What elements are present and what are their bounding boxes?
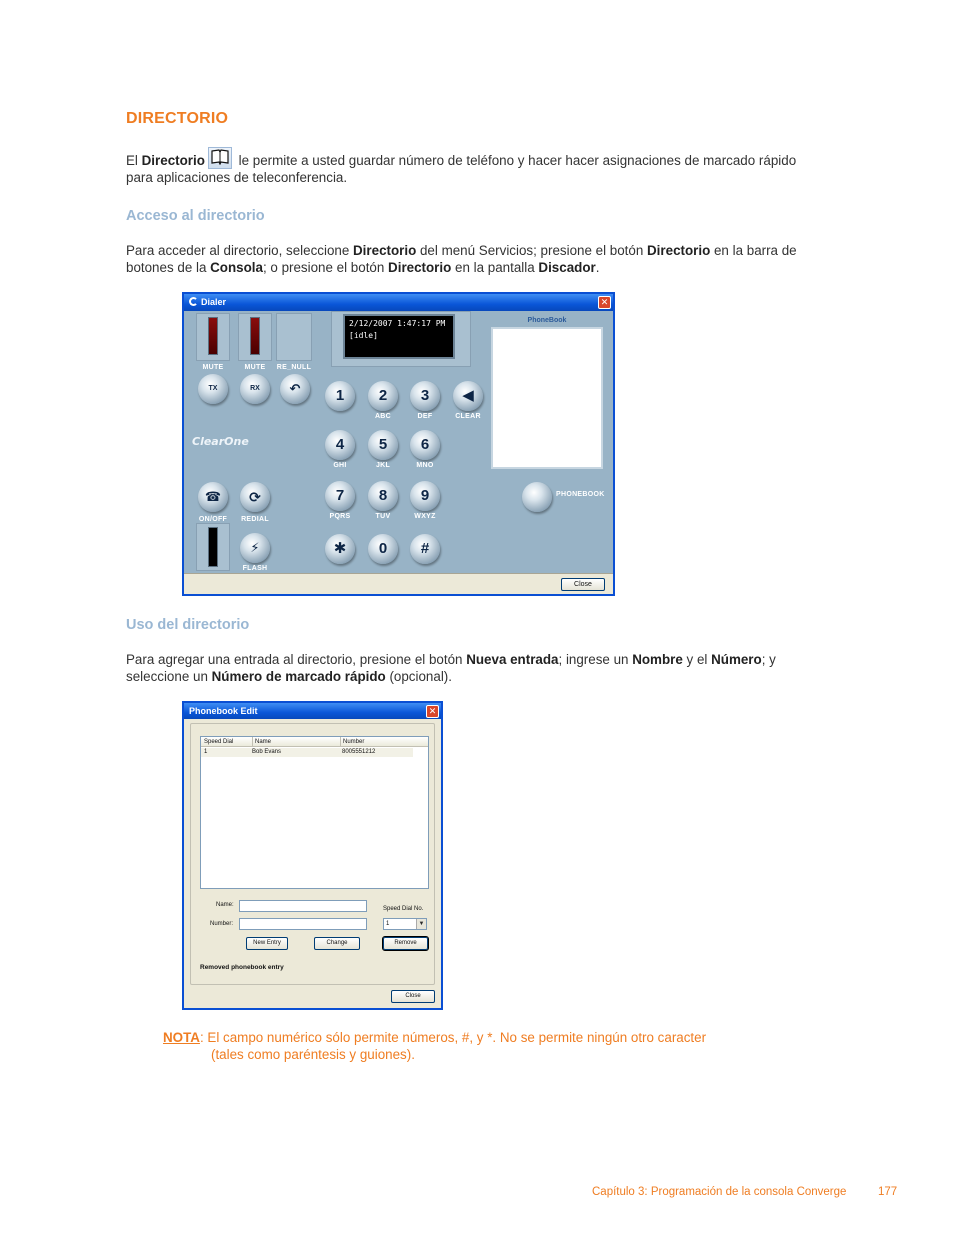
level-meter bbox=[208, 527, 218, 567]
flash-icon: ⚡ bbox=[250, 540, 260, 555]
intro-term: Directorio bbox=[141, 153, 205, 168]
key-letters-label: WXYZ bbox=[414, 513, 436, 520]
key-abc[interactable]: 2 bbox=[368, 381, 398, 411]
key-letters-label: TUV bbox=[375, 513, 391, 520]
dialer-titlebar: Dialer ✕ bbox=[184, 294, 613, 311]
key-letters-label: CLEAR bbox=[455, 413, 481, 420]
access-paragraph: Para acceder al directorio, seleccione Directorio del menú Servicios; presione el botón Directorio en la barra de botones de la Consola; o presione el botón Directorio en la pantalla Discador. bbox=[126, 243, 797, 275]
display-status: [idle] bbox=[349, 331, 378, 340]
key-letters-label: DEF bbox=[417, 413, 433, 420]
close-icon[interactable]: ✕ bbox=[426, 705, 439, 718]
key-letters-label: MNO bbox=[416, 462, 434, 469]
dialer-close-button[interactable]: Close bbox=[561, 578, 605, 591]
key-letters-label: JKL bbox=[375, 462, 391, 469]
mute-tx-label: MUTE bbox=[202, 364, 224, 371]
app-logo-icon bbox=[189, 297, 198, 306]
redial-label: REDIAL bbox=[241, 516, 269, 523]
dialer-status-bar bbox=[184, 573, 613, 594]
col-name[interactable]: Name bbox=[252, 737, 271, 747]
rx-level-meter bbox=[250, 317, 260, 355]
key-digit-0[interactable]: 1 bbox=[325, 381, 355, 411]
phonebook-table[interactable] bbox=[200, 736, 429, 889]
key-digit-12[interactable]: # bbox=[410, 534, 440, 564]
redial-button[interactable] bbox=[240, 482, 270, 512]
page-number: 177 bbox=[878, 1186, 898, 1198]
key-letters-label: PQRS bbox=[329, 513, 351, 520]
phonebook-edit-window bbox=[182, 701, 443, 1010]
key-clear[interactable]: ◀ bbox=[453, 381, 483, 411]
mute-tx-button[interactable]: TX bbox=[198, 374, 228, 404]
number-input[interactable] bbox=[239, 918, 367, 930]
handset-icon: ☎ bbox=[204, 489, 222, 504]
clearone-logo: ClearOne bbox=[192, 435, 249, 448]
mute-rx-button[interactable]: RX bbox=[240, 374, 270, 404]
redial-icon: ⟳ bbox=[249, 489, 261, 505]
display-datetime: 2/12/2007 1:47:17 PM bbox=[349, 319, 446, 328]
key-digit-10[interactable]: ✱ bbox=[325, 534, 355, 564]
section-title: DIRECTORIO bbox=[126, 110, 229, 127]
subsection-title-use: Uso del directorio bbox=[126, 617, 250, 633]
phonebook-button[interactable] bbox=[522, 482, 552, 512]
subsection-title-access: Acceso al directorio bbox=[126, 208, 265, 224]
dialer-panel bbox=[184, 311, 613, 573]
on-off-button[interactable] bbox=[198, 482, 228, 512]
chevron-down-icon[interactable]: ▼ bbox=[416, 919, 426, 929]
speed-dial-select[interactable]: 1 ▼ bbox=[383, 918, 427, 930]
key-digit-11[interactable]: 0 bbox=[368, 534, 398, 564]
close-icon[interactable]: ✕ bbox=[598, 296, 611, 309]
tx-level-meter bbox=[208, 317, 218, 355]
key-wxyz[interactable]: 9 bbox=[410, 481, 440, 511]
phonebook-list[interactable] bbox=[491, 327, 603, 469]
re-null-label: RE_NULL bbox=[276, 364, 312, 371]
status-display bbox=[343, 314, 455, 359]
note-label: NOTA bbox=[163, 1030, 200, 1045]
note-line-2: (tales como paréntesis y guiones). bbox=[211, 1047, 415, 1062]
key-ghi[interactable]: 4 bbox=[325, 430, 355, 460]
dialer-window bbox=[182, 292, 615, 596]
phonebook-title: PhoneBook bbox=[527, 317, 567, 324]
footer-chapter: Capítulo 3: Programación de la consola Converge bbox=[592, 1186, 847, 1198]
remove-button[interactable]: Remove bbox=[383, 937, 428, 950]
name-input[interactable] bbox=[239, 900, 367, 912]
mute-rx-label: MUTE bbox=[244, 364, 266, 371]
name-label: Name: bbox=[216, 902, 234, 908]
change-button[interactable]: Change bbox=[314, 937, 360, 950]
key-pqrs[interactable]: 7 bbox=[325, 481, 355, 511]
key-mno[interactable]: 6 bbox=[410, 430, 440, 460]
flash-button[interactable] bbox=[240, 533, 270, 563]
number-label: Number: bbox=[210, 921, 234, 927]
key-jkl[interactable]: 5 bbox=[368, 430, 398, 460]
speed-dial-label: Speed Dial No. bbox=[383, 906, 424, 912]
key-def[interactable]: 3 bbox=[410, 381, 440, 411]
phonebook-edit-titlebar: Phonebook Edit ✕ bbox=[184, 703, 441, 719]
col-speed-dial[interactable]: Speed Dial bbox=[204, 739, 234, 745]
re-null-icon: ↶ bbox=[289, 381, 301, 396]
status-message: Removed phonebook entry bbox=[200, 964, 284, 971]
table-row[interactable]: 1 Bob Evans 8005551212 bbox=[201, 748, 413, 757]
table-header bbox=[201, 737, 428, 747]
directory-book-icon bbox=[208, 147, 232, 169]
use-paragraph: Para agregar una entrada al directorio, presione el botón Nueva entrada; ingrese un Nombre y el Número; y seleccione un Número de marcado rápido (opcional). bbox=[126, 652, 776, 684]
phonebook-close-button[interactable]: Close bbox=[391, 990, 435, 1003]
phonebook-label: PHONEBOOK bbox=[556, 491, 605, 498]
flash-label: FLASH bbox=[242, 565, 268, 572]
col-number[interactable]: Number bbox=[340, 737, 364, 747]
new-entry-button[interactable]: New Entry bbox=[246, 937, 288, 950]
key-tuv[interactable]: 8 bbox=[368, 481, 398, 511]
key-letters-label: GHI bbox=[333, 462, 347, 469]
note: NOTA: El campo numérico sólo permite números, #, y *. No se permite ningún otro caracter bbox=[163, 1030, 707, 1045]
key-letters-label: ABC bbox=[374, 413, 392, 420]
re-null-button[interactable] bbox=[280, 374, 310, 404]
intro-paragraph: El Directorio le permite a usted guardar número de teléfono y hacer hacer asignaciones de marcado rápido para aplicaciones de teleconferencia. bbox=[126, 147, 826, 186]
on-off-label: ON/OFF bbox=[198, 516, 228, 523]
